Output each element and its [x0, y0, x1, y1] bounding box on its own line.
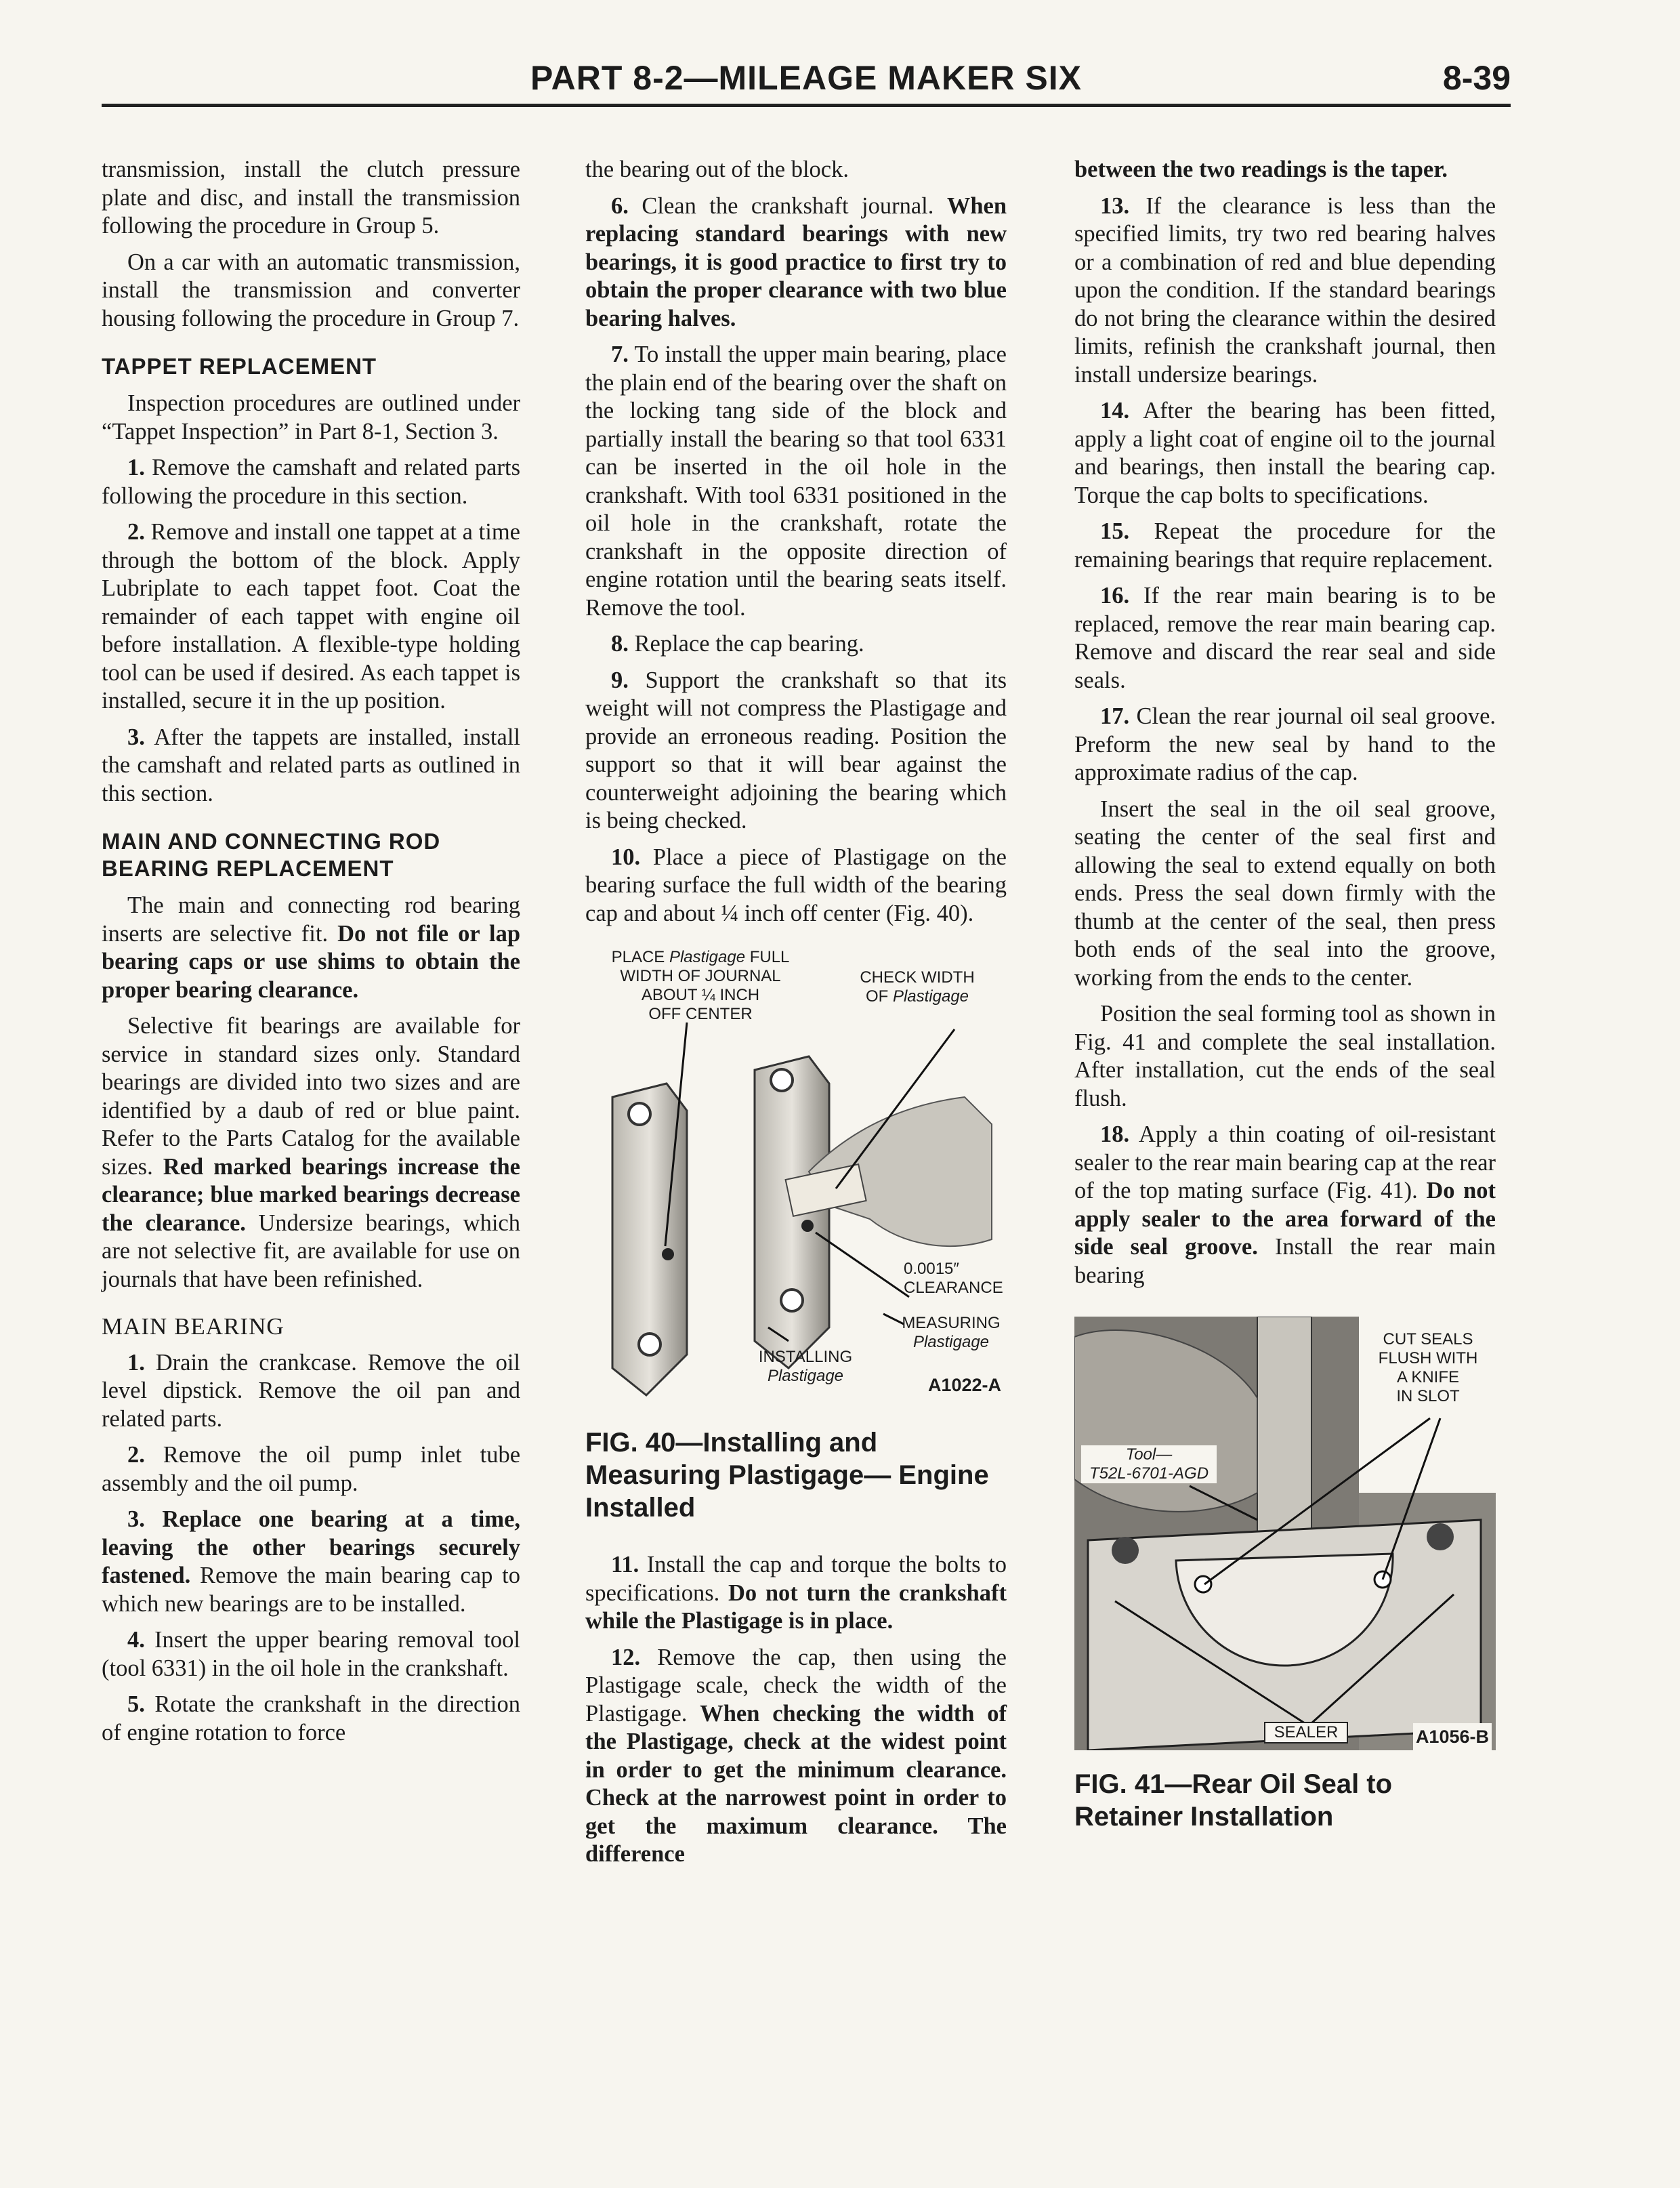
label-text: CUT SEALS — [1383, 1330, 1473, 1348]
step-number: 4. — [127, 1627, 145, 1653]
step-number: 2. — [127, 1442, 145, 1468]
step-text: Remove the cap, then using the Plastigage scale, check the width of the Plastigage. — [585, 1644, 1007, 1727]
step-number: 2. — [127, 519, 145, 545]
step-m13 — [1074, 192, 1496, 390]
step-text: After the bearing has been fitted, apply a light coat of engine oil to the journal and bearings, then install the bearing cap. Torque the cap bolts to specifications. — [1074, 398, 1496, 508]
step-text: Place a piece of Plastigage on the bearing surface the full width of the bearing cap and about ¼ inch off center (Fig. 40). — [585, 844, 1007, 926]
step-number: 16. — [1100, 583, 1130, 608]
bolt-hole-icon — [781, 1289, 803, 1311]
text: The main and connecting rod bearing inserts are selective fit. — [102, 892, 520, 947]
figure-id: A1056-B — [1413, 1723, 1492, 1752]
bold-text: Do not apply sealer to the area forward of the side seal groove. — [1074, 1178, 1496, 1260]
label-text: FLUSH WITH — [1378, 1349, 1478, 1367]
step-number: 10. — [611, 844, 641, 870]
step-text: Install the rear main bearing — [1074, 1234, 1496, 1288]
step-m1 — [102, 1349, 520, 1434]
paragraph — [102, 892, 520, 1004]
step-number: 13. — [1100, 192, 1130, 219]
label-text: WIDTH OF JOURNAL — [620, 967, 781, 985]
step-text: Clean the rear journal oil seal groove. Preform the new seal by hand to the approximate radius of the cap. — [1074, 703, 1496, 785]
step-text: After the tappets are installed, install the camshaft and related parts as outlined in this section. — [102, 724, 520, 806]
step-text: Remove the oil pump inlet tube assembly and the oil pump. — [102, 1442, 521, 1496]
bolt-hole-icon — [1427, 1523, 1454, 1550]
step-number: 5. — [127, 1691, 145, 1717]
step-number: 18. — [1100, 1121, 1130, 1147]
label-tool — [1081, 1445, 1217, 1483]
bold-text: When checking the width of the Plastigage, check at the widest point in order to get the minimum clearance. Check at the narrowest point in order to get the maximum clearance. The difference — [585, 1700, 1007, 1867]
label-cut-seals — [1360, 1330, 1496, 1406]
paragraph: Insert the seal in the oil seal groove, seating the center of the seal first and allowing the seal to extend equally on both ends. Press the seal down firmly with the thumb at the center of the seal, then press both ends of the seal into the groove, working from the ends to the center. — [1074, 796, 1496, 991]
label-text: Plastigage — [912, 1333, 990, 1351]
step-m9 — [585, 667, 1007, 835]
step-3 — [102, 724, 520, 808]
label-clearance — [904, 1260, 1005, 1298]
step-number: 6. — [611, 192, 629, 219]
label-text: CHECK WIDTH — [860, 968, 975, 987]
figure-id: A1022-A — [927, 1375, 1001, 1395]
label-text: INSTALLING — [758, 1348, 853, 1366]
label-text: T52L-6701-AGD — [1089, 1464, 1209, 1483]
paragraph: Position the seal forming tool as shown in Fig. 41 and complete the seal installation. After installation, cut the ends of the seal flush. — [1074, 1001, 1496, 1111]
step-m10 — [585, 844, 1007, 928]
label-text: Plastigage — [767, 1367, 844, 1385]
label-text: Plastigage — [892, 987, 969, 1006]
bold-text: Replace one bearing at a time, leaving the other bearings securely fastened. — [102, 1506, 521, 1588]
label-text: Plastigage — [669, 948, 746, 966]
figure-40 — [585, 948, 1007, 1409]
step-text: Clean the crankshaft journal. — [642, 192, 934, 219]
page-title: PART 8-2—MILEAGE MAKER SIX — [530, 59, 1083, 97]
step-number: 3. — [127, 724, 145, 750]
paragraph — [102, 1012, 520, 1294]
step-m7 — [585, 341, 1007, 622]
figure-40-caption: FIG. 40—Installing and Measuring Plastigage— Engine Installed — [585, 1428, 989, 1523]
step-m8 — [585, 630, 1007, 659]
label-text: 0.0015″ — [904, 1260, 959, 1278]
step-text: To install the upper main bearing, place the plain end of the bearing over the shaft on the locking tang side of the block and partially install the bearing so that tool 6331 can be inserted in the oil hole in the crankshaft. With tool 6331 positioned in the oil hole in the crankshaft, rotate the crankshaft in the opposite direction of engine rotation until the bearing seats itself. Remove the tool. — [585, 342, 1007, 621]
step-1 — [102, 454, 520, 510]
subheading-main-bearing: MAIN BEARING — [102, 1313, 285, 1340]
step-m2 — [102, 1441, 520, 1498]
step-text: Apply a thin coating of oil-resistant sealer to the rear main bearing cap at the rear of the top mating surface (Fig. 41). — [1074, 1121, 1496, 1203]
seal-end-icon — [1195, 1576, 1211, 1592]
step-number: 17. — [1100, 703, 1130, 729]
step-text: If the rear main bearing is to be replaced, remove the rear main bearing cap. Remove and discard the rear seal and side seals. — [1074, 583, 1496, 693]
oil-hole-icon — [801, 1220, 814, 1232]
step-number: 7. — [611, 342, 629, 367]
step-number: 11. — [611, 1552, 639, 1577]
label-sealer — [1264, 1722, 1348, 1743]
section-heading-main-bearing: MAIN AND CONNECTING ROD BEARING REPLACEMENT — [102, 829, 441, 881]
step-m17 — [1074, 703, 1496, 787]
bolt-hole-icon — [639, 1334, 660, 1355]
step-number: 8. — [611, 631, 629, 657]
label-text: MEASURING — [902, 1314, 1001, 1332]
step-text: Remove and install one tappet at a time through the bottom of the block. Apply Lubriplate to each tappet foot. Coat the remainder of each tappet with engine oil before installation. A flexible-type holding tool can be used if desired. As each tappet is installed, secure it in the up position. — [102, 519, 520, 714]
step-text: Support the crankshaft so that its weight will not compress the Plastigage and provide an erroneous reading. Position the support so that it will bear against the counterweight adjoining the bearing which is being checked. — [585, 667, 1007, 833]
label-text: FULL — [749, 948, 790, 966]
label-text: OFF CENTER — [648, 1005, 753, 1023]
header-rule — [102, 104, 1511, 107]
label-text: PLACE — [611, 948, 665, 966]
step-m4 — [102, 1626, 520, 1683]
label-text: ABOUT ¼ INCH — [641, 986, 760, 1004]
figure-41-caption: FIG. 41—Rear Oil Seal to Retainer Installation — [1074, 1769, 1393, 1832]
step-m11 — [585, 1551, 1007, 1636]
step-m16 — [1074, 582, 1496, 695]
paragraph: Inspection procedures are outlined under “Tappet Inspection” in Part 8-1, Section 3. — [102, 390, 520, 445]
paragraph: On a car with an automatic transmission, install the transmission and converter housing following the procedure in Group 7. — [102, 249, 520, 331]
label-text: Tool— — [1125, 1445, 1173, 1464]
step-m12 — [585, 1644, 1007, 1869]
label-text: SEALER — [1274, 1723, 1339, 1741]
column-3 — [1074, 156, 1496, 1860]
label-text: IN SLOT — [1396, 1387, 1460, 1405]
page-number: 8-39 — [1442, 59, 1511, 97]
label-place-plastigage — [585, 948, 816, 1024]
paragraph — [1074, 156, 1496, 184]
bold-text: between the two readings is the taper. — [1074, 157, 1448, 182]
figure-41 — [1074, 1317, 1496, 1750]
step-text: Replace the cap bearing. — [634, 631, 864, 657]
label-text: CLEARANCE — [904, 1279, 1003, 1297]
column-2 — [585, 156, 1007, 1877]
bolt-hole-icon — [771, 1069, 793, 1091]
label-check-width — [836, 968, 999, 1006]
step-text: Remove the main bearing cap to which new bearings are to be installed. — [102, 1563, 521, 1617]
bold-text: Do not file or lap bearing caps or use shims to obtain the proper bearing clearance. — [102, 920, 521, 1003]
step-number: 15. — [1100, 518, 1130, 544]
step-2 — [102, 518, 520, 716]
oil-hole-icon — [662, 1248, 674, 1260]
step-m3 — [102, 1506, 520, 1618]
column-1 — [102, 156, 520, 1755]
step-text: Insert the upper bearing removal tool (tool 6331) in the oil hole in the crankshaft. — [102, 1627, 521, 1681]
step-number: 12. — [611, 1644, 641, 1670]
step-text: Install the cap and torque the bolts to specifications. — [585, 1552, 1007, 1606]
paragraph: transmission, install the clutch pressure plate and disc, and install the transmission following the procedure in Group 5. — [102, 157, 520, 239]
label-installing — [748, 1348, 863, 1386]
step-m18 — [1074, 1121, 1496, 1289]
page-header — [102, 53, 1511, 100]
label-measuring — [897, 1314, 1005, 1352]
step-text: Rotate the crankshaft in the direction of engine rotation to force — [102, 1691, 520, 1746]
step-number: 3. — [127, 1506, 145, 1532]
step-text: If the clearance is less than the specified limits, try two red bearing halves or a combination of red and blue depending upon the condition. If the standard bearings do not bring the clearance within the desired limits, refinish the crankshaft journal, then install undersize bearings. — [1074, 192, 1496, 388]
step-m15 — [1074, 518, 1496, 574]
bold-text: Do not turn the crankshaft while the Plastigage is in place. — [585, 1580, 1007, 1634]
bold-text: Red marked bearings increase the clearance; blue marked bearings decrease the clearance. — [102, 1153, 520, 1236]
step-m6 — [585, 192, 1007, 333]
bolt-hole-icon — [1112, 1537, 1139, 1564]
step-number: 9. — [611, 667, 629, 693]
section-heading-tappet: TAPPET REPLACEMENT — [102, 354, 377, 379]
text: Selective fit bearings are available for service in standard sizes only. Standard bearings are divided into two sizes and are identified by a daub of red or blue paint. Refer to the Parts Catalog for the available sizes. — [102, 1013, 520, 1180]
text: Undersize bearings, which are not selective fit, are available for use on journals that have been refinished. — [102, 1210, 520, 1292]
bold-text: When replacing standard bearings with new bearings, it is good practice to first try to obtain the proper clearance with two blue bearing halves. — [585, 192, 1007, 331]
label-text: OF — [865, 987, 889, 1006]
step-m14 — [1074, 397, 1496, 510]
label-text: A KNIFE — [1396, 1368, 1460, 1386]
bolt-hole-icon — [629, 1103, 650, 1125]
step-number: 1. — [127, 455, 145, 480]
step-text: Repeat the procedure for the remaining bearings that require replacement. — [1074, 518, 1496, 573]
step-number: 14. — [1100, 398, 1130, 424]
step-text: Remove the camshaft and related parts following the procedure in this section. — [102, 455, 520, 509]
paragraph: the bearing out of the block. — [585, 157, 849, 182]
step-number: 1. — [127, 1349, 145, 1376]
step-text: Drain the crankcase. Remove the oil level dipstick. Remove the oil pan and related parts. — [102, 1349, 521, 1432]
step-m5 — [102, 1691, 520, 1747]
